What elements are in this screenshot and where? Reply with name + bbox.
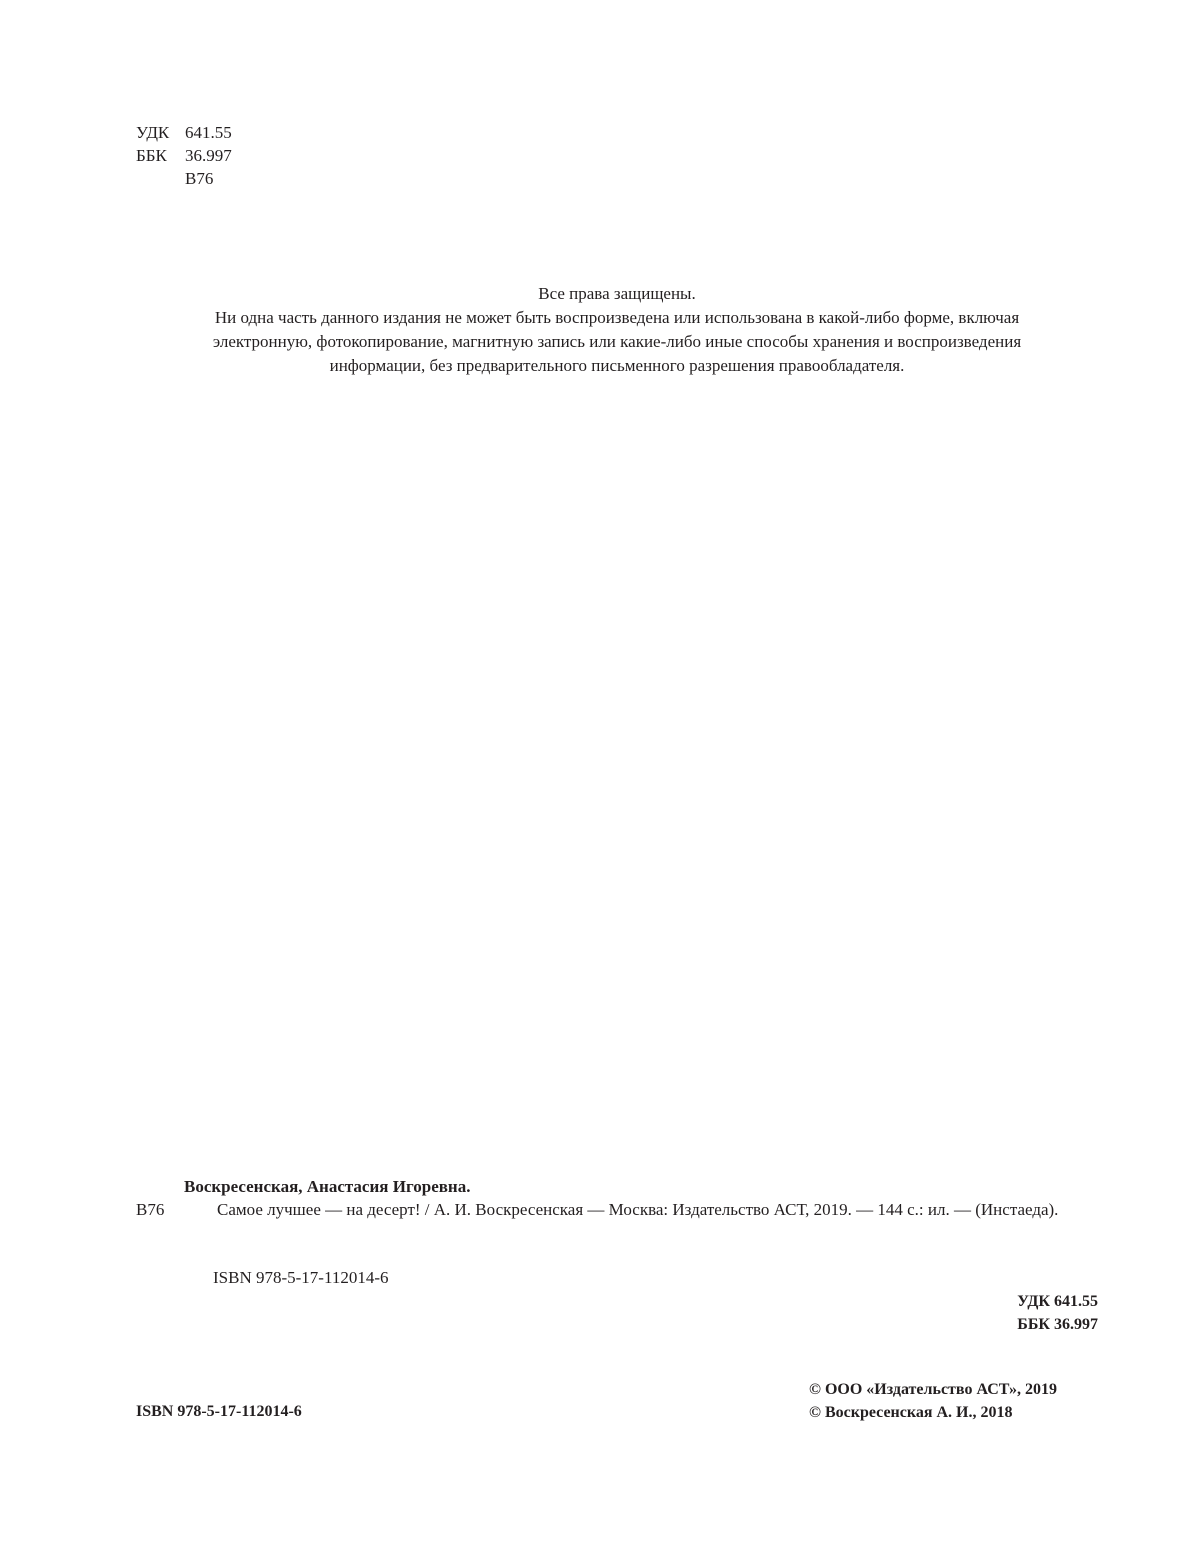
rights-line: информации, без предварительного письменного разрешения правообладателя. — [329, 356, 905, 375]
udk-bottom: УДК 641.55 — [1017, 1293, 1098, 1310]
classification-block-top — [136, 121, 232, 190]
record-description: Самое лучшее — на десерт! / А. И. Воскресенская — Москва: Издательство АСТ, 2019. — 144 с.: ил. — (Инстаеда). — [217, 1200, 1059, 1219]
author-mark-value: В76 — [185, 169, 214, 188]
record-isbn: ISBN 978-5-17-112014-6 — [213, 1268, 389, 1287]
rights-line: электронную, фотокопирование, магнитную запись или какие-либо иные способы хранения и воспроизведения — [212, 332, 1022, 351]
record-code: В76 — [136, 1200, 165, 1219]
rights-heading: Все права защищены. — [538, 284, 696, 303]
bbk-value: 36.997 — [185, 146, 232, 165]
classification-block-bottom — [1017, 1290, 1098, 1336]
author-mark-label — [136, 167, 185, 190]
bbk-bottom: ББК 36.997 — [1017, 1316, 1098, 1333]
isbn-bottom: ISBN 978-5-17-112014-6 — [136, 1403, 302, 1420]
rights-notice — [136, 282, 1098, 378]
copyright-author: © Воскресенская А. И., 2018 — [809, 1404, 1013, 1421]
bbk-label: ББК — [136, 146, 167, 165]
author-mark-row — [136, 167, 232, 190]
bbk-row — [136, 144, 232, 167]
record-author: Воскресенская, Анастасия Игоревна. — [184, 1177, 471, 1196]
copyright-publisher: © ООО «Издательство АСТ», 2019 — [809, 1381, 1058, 1398]
udk-label: УДК — [136, 123, 170, 142]
rights-line: Ни одна часть данного издания не может быть воспроизведена или использована в какой-либо форме, включая — [214, 308, 1020, 327]
udk-value: 641.55 — [185, 123, 232, 142]
copyright-block — [809, 1378, 1057, 1424]
udk-row — [136, 121, 232, 144]
